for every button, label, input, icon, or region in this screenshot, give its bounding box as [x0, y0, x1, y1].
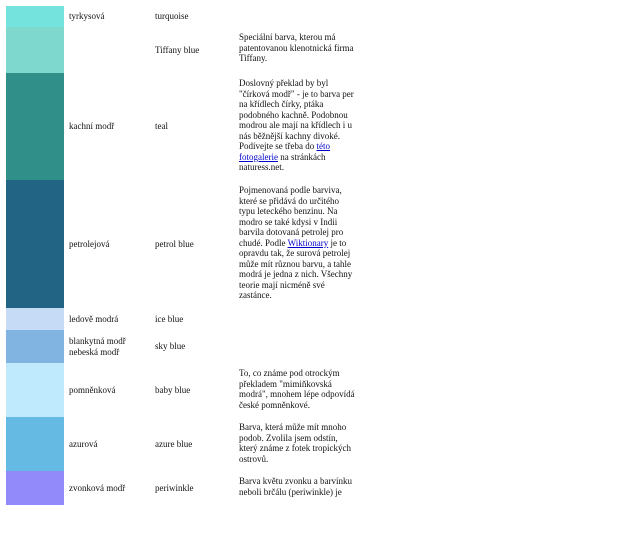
english-color-name: ice blue — [155, 313, 184, 324]
color-note: To, co známe pod otrockým překladem "mimiňkovská modrá", mnohem lépe odpovídá české pomněnkové. — [239, 368, 355, 410]
color-swatch — [6, 73, 64, 180]
color-note — [239, 73, 357, 180]
czech-color-name: blankytná modř nebeská modř — [69, 336, 126, 357]
wiktionary-link[interactable]: Wiktionary — [287, 237, 329, 248]
color-swatch — [6, 471, 64, 505]
czech-color-name: kachní modř — [69, 121, 115, 132]
color-note — [239, 6, 357, 27]
color-swatch — [6, 417, 64, 471]
czech-color-name — [64, 27, 155, 73]
note-text: Pojmenovaná podle barviva, které se přidává do určitého typu leteckého benzinu. Na modro se také kdysi v Indii barvila dotovaná petrolej pro chudé. Podle — [239, 185, 344, 248]
color-note — [239, 180, 357, 308]
czech-color-name: petrolejová — [69, 238, 110, 249]
color-row-petrol-blue — [6, 180, 357, 308]
color-note: Barva, která může mít mnoho podob. Zvolila jsem odstín, který známe z fotek tropických ostrovů. — [239, 422, 351, 464]
color-row-ice-blue — [6, 308, 357, 330]
note-text: je to opravdu tak, že surová petrolej může mít různou barvu, a tahle modrá je jedna z nich. Všechny teorie mají nicméně své zastánce. — [239, 237, 353, 300]
english-color-name: baby blue — [155, 384, 191, 395]
czech-color-name: pomněnková — [69, 384, 116, 395]
english-color-name: azure blue — [155, 438, 193, 449]
color-swatch — [6, 180, 64, 308]
color-row-tiffany-blue — [6, 27, 357, 73]
note-text: na stránkách naturess.net. — [239, 151, 326, 172]
color-note — [239, 308, 357, 330]
color-names-table — [6, 6, 357, 505]
color-note: Barva květu zvonku a barvínku neboli brčálu (periwinkle) je — [239, 476, 352, 497]
czech-color-name: tyrkysová — [69, 11, 105, 22]
color-swatch — [6, 308, 64, 330]
czech-color-name: azurová — [69, 438, 98, 449]
english-color-name: teal — [155, 121, 168, 132]
color-row-periwinkle — [6, 471, 357, 505]
color-swatch — [6, 27, 64, 73]
note-text: Doslovný překlad by byl "čírková modř" - je to barva per na křídlech čírky, ptáka podobného kachně. Podobnou modrou ale mají na křídlech i u nás běžnější kachny divoké. Podívejte se třeba do — [239, 78, 354, 151]
czech-color-name: zvonková modř — [69, 482, 126, 493]
czech-color-name: ledově modrá — [69, 313, 119, 324]
color-note — [239, 330, 357, 363]
english-color-name: sky blue — [155, 341, 186, 352]
color-row-turquoise — [6, 6, 357, 27]
color-row-sky-blue — [6, 330, 357, 363]
color-swatch — [6, 6, 64, 27]
photo-gallery-link[interactable]: této fotogalerie — [239, 141, 330, 162]
color-row-azure-blue — [6, 417, 357, 471]
english-color-name: Tiffany blue — [155, 44, 200, 55]
color-note: Speciální barva, kterou má patentovanou klenotnická firma Tiffany. — [239, 32, 354, 63]
english-color-name: turquoise — [155, 11, 189, 22]
color-swatch — [6, 330, 64, 363]
english-color-name: petrol blue — [155, 238, 194, 249]
color-row-baby-blue — [6, 363, 357, 417]
color-swatch — [6, 363, 64, 417]
english-color-name: periwinkle — [155, 482, 194, 493]
color-row-teal — [6, 73, 357, 180]
